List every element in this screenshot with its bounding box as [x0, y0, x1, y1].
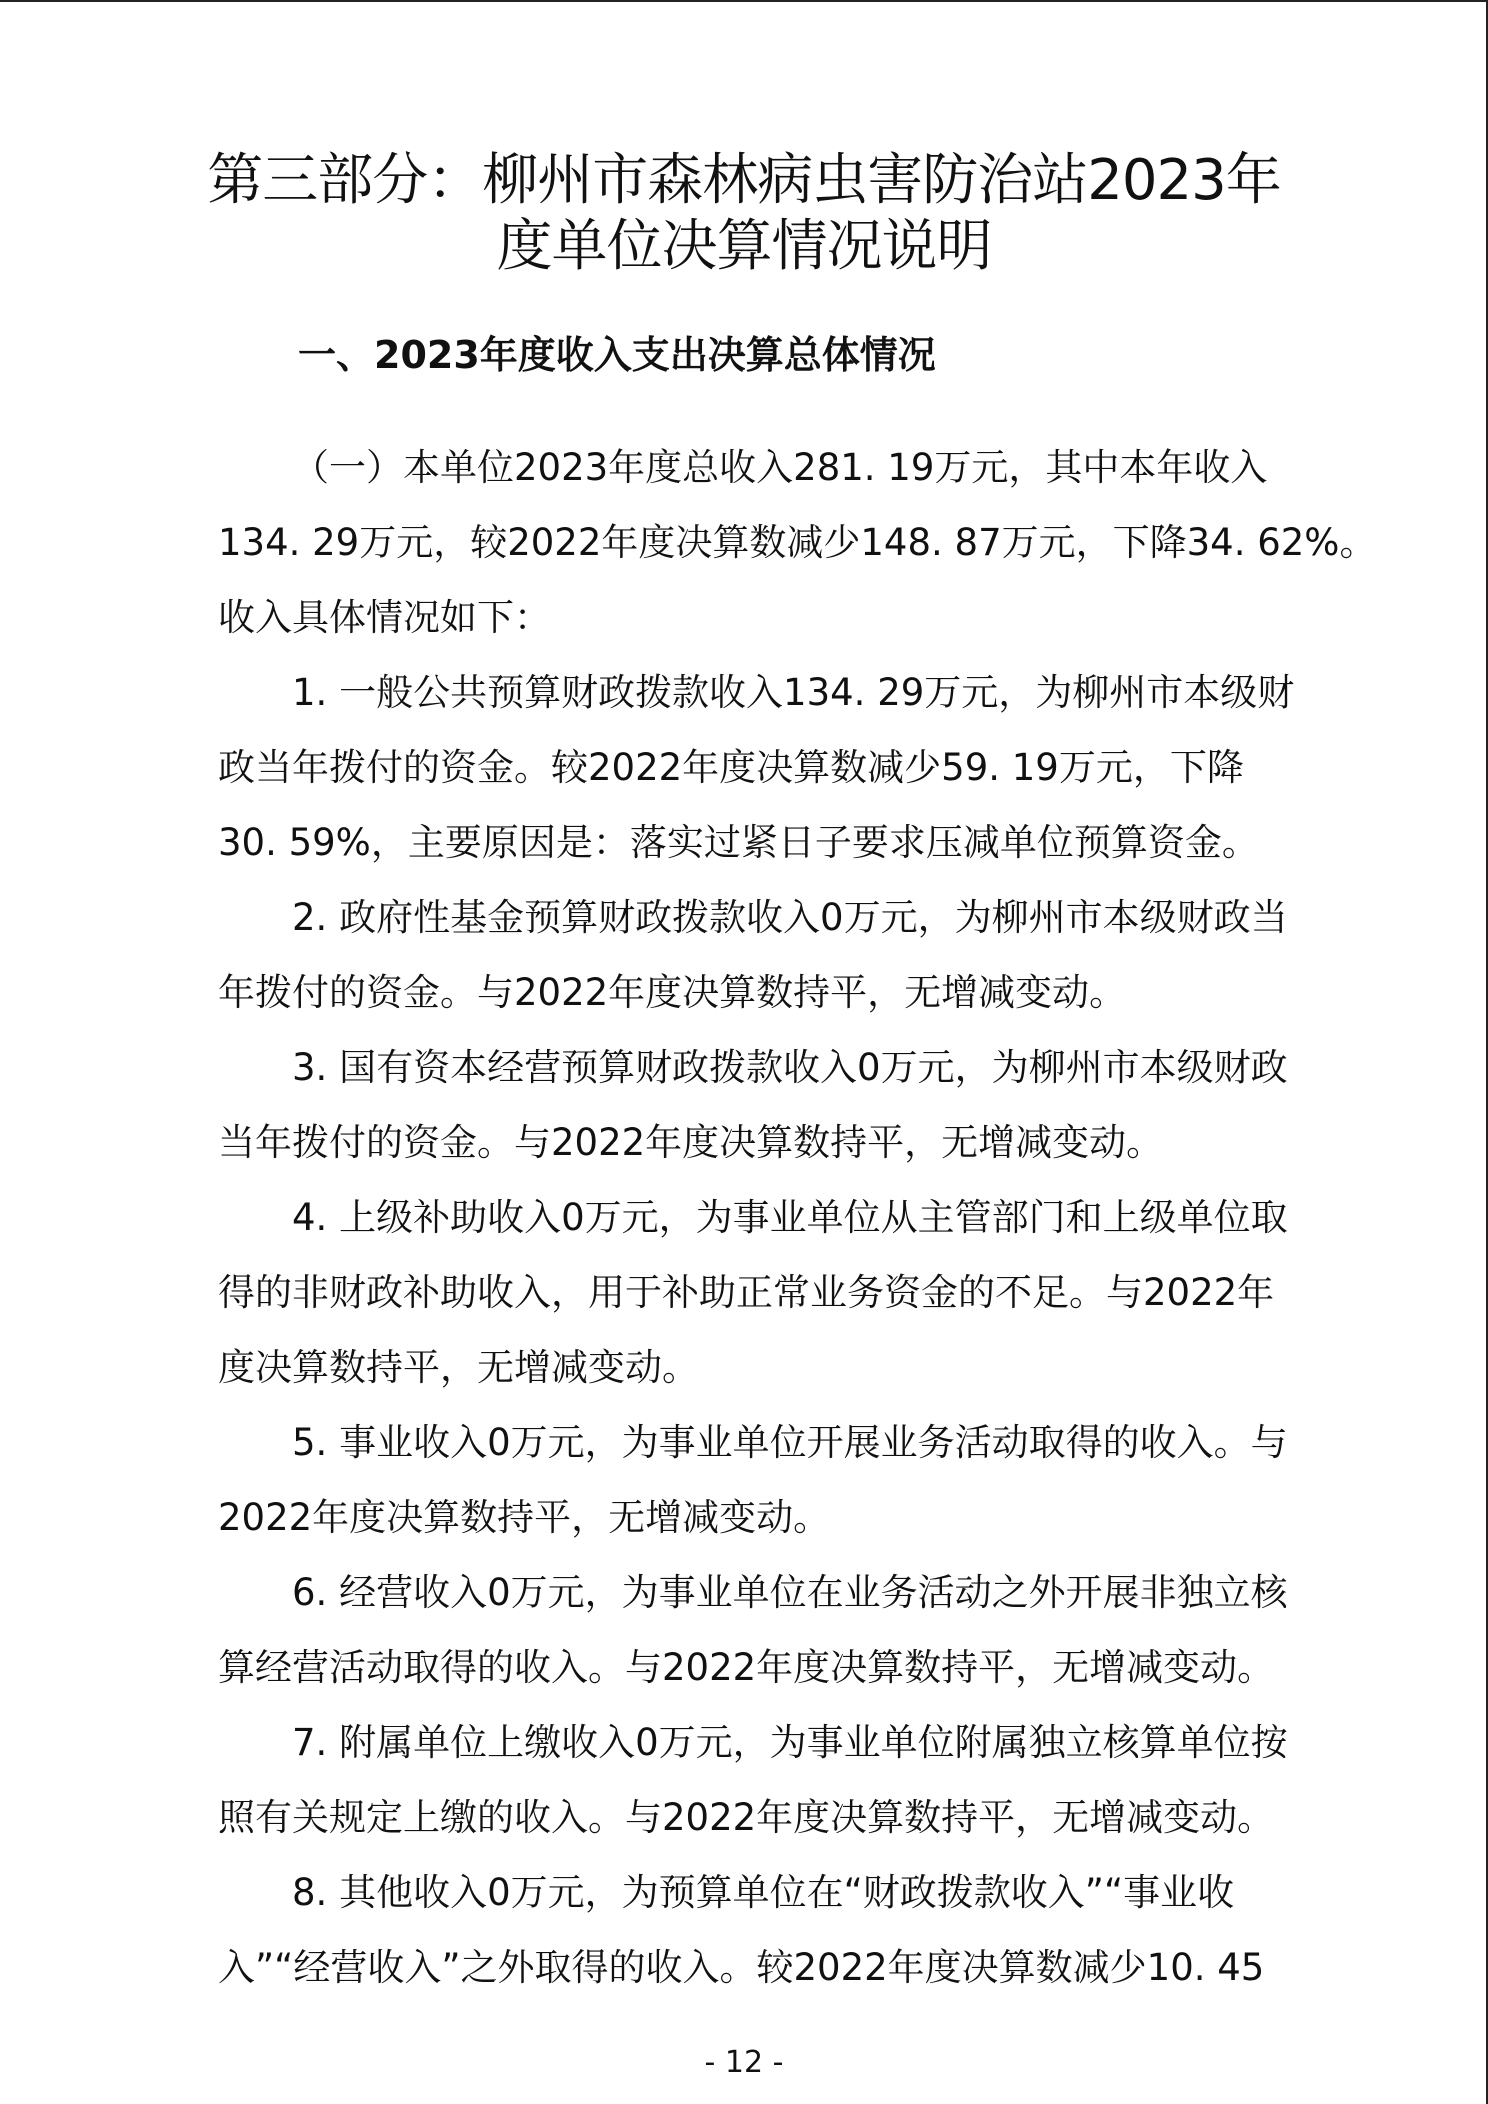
paragraph-line: 30. 59%，主要原因是：落实过紧日子要求压减单位预算资金。 — [218, 821, 1259, 864]
title-line-2: 度单位决算情况说明 — [496, 214, 992, 279]
paragraph-line: 2. 政府性基金预算财政拨款收入0万元，为柳州市本级财政当 — [292, 896, 1288, 939]
paragraph-line: 照有关规定上缴的收入。与2022年度决算数持平，无增减变动。 — [218, 1796, 1275, 1839]
paragraph-line: 收入具体情况如下： — [218, 596, 551, 639]
paragraph-line: 年拨付的资金。与2022年度决算数持平，无增减变动。 — [218, 971, 1127, 1014]
page-number: - 12 - — [704, 2045, 784, 2080]
paragraph-line: 4. 上级补助收入0万元，为事业单位从主管部门和上级单位取 — [292, 1196, 1288, 1239]
paragraph-line: （一）本单位2023年度总收入281. 19万元，其中本年收入 — [292, 446, 1268, 489]
paragraph-line: 1. 一般公共预算财政拨款收入134. 29万元，为柳州市本级财 — [292, 671, 1295, 714]
paragraph-line: 当年拨付的资金。与2022年度决算数持平，无增减变动。 — [218, 1121, 1164, 1164]
paragraph-line: 6. 经营收入0万元，为事业单位在业务活动之外开展非独立核 — [292, 1571, 1288, 1614]
paragraph-line: 度决算数持平，无增减变动。 — [218, 1346, 699, 1389]
paragraph-line: 得的非财政补助收入，用于补助正常业务资金的不足。与2022年 — [218, 1271, 1275, 1314]
paragraph-line: 7. 附属单位上缴收入0万元，为事业单位附属独立核算单位按 — [292, 1721, 1288, 1764]
paragraph-line: 政当年拨付的资金。较2022年度决算数减少59. 19万元，下降 — [218, 746, 1244, 789]
paragraph-line: 134. 29万元，较2022年度决算数减少148. 87万元，下降34. 62%。 — [218, 521, 1377, 564]
paragraph-line: 算经营活动取得的收入。与2022年度决算数持平，无增减变动。 — [218, 1646, 1275, 1689]
page-border-top — [0, 0, 1488, 2]
title-line-1: 第三部分：柳州市森林病虫害防治站2023年 — [207, 148, 1281, 213]
paragraph-line: 5. 事业收入0万元，为事业单位开展业务活动取得的收入。与 — [292, 1421, 1288, 1464]
paragraph-line: 3. 国有资本经营预算财政拨款收入0万元，为柳州市本级财政 — [292, 1046, 1288, 1089]
paragraph-line: 入”“经营收入”之外取得的收入。较2022年度决算数减少10. 45 — [218, 1946, 1265, 1989]
paragraph-line: 2022年度决算数持平，无增减变动。 — [218, 1496, 831, 1539]
document-title — [200, 148, 1288, 280]
body-text — [218, 430, 1377, 2005]
paragraph-line: 8. 其他收入0万元，为预算单位在“财政拨款收入”“事业收 — [292, 1871, 1235, 1914]
section-heading: 一、2023年度收入支出决算总体情况 — [298, 333, 936, 377]
